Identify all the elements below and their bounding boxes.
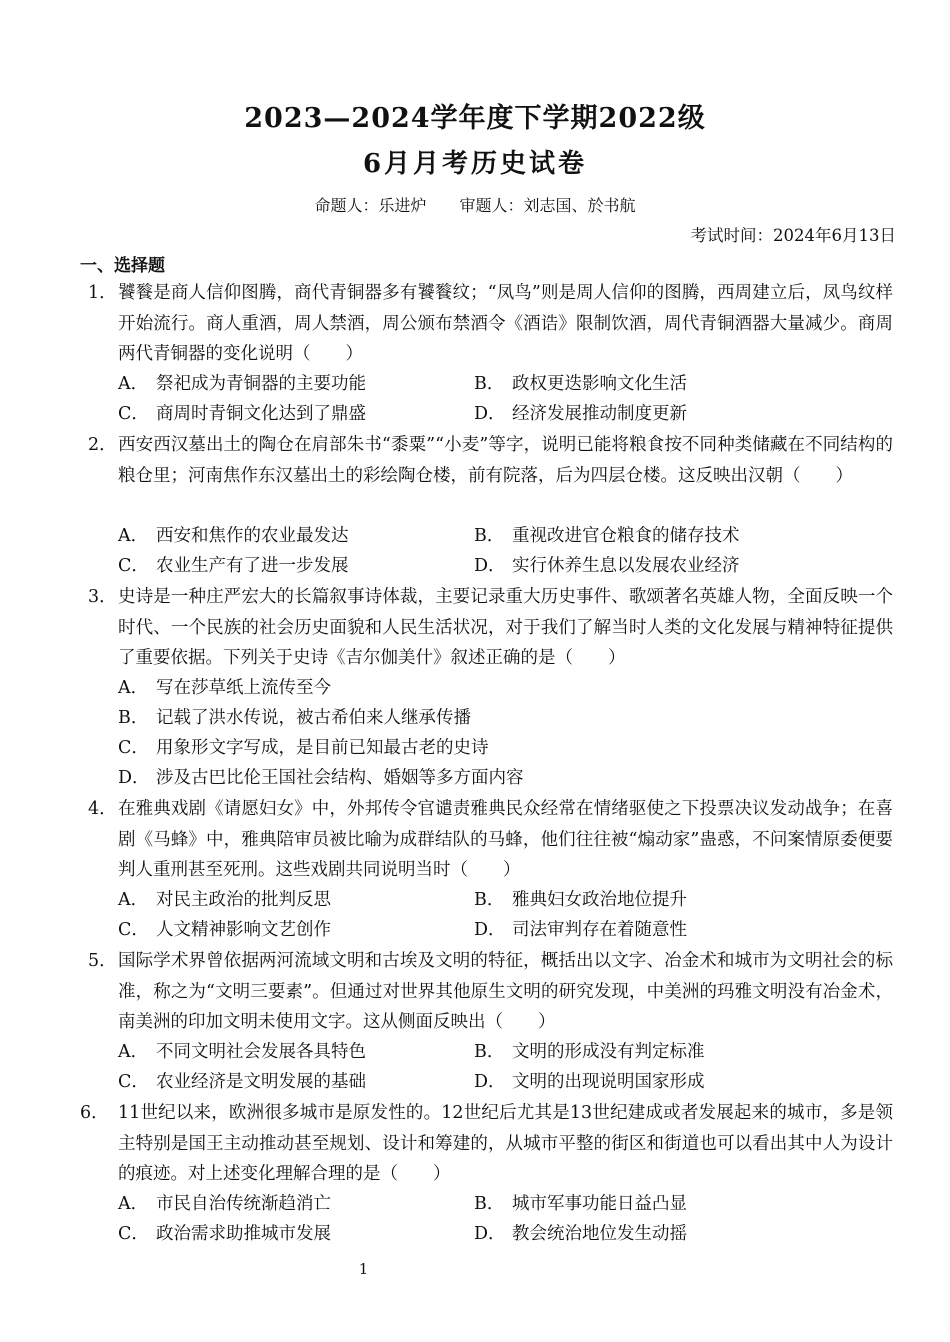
page-number: 1 bbox=[358, 1260, 369, 1278]
question-number: 3． bbox=[88, 587, 117, 607]
option-text: 商周时青铜文化达到了鼎盛 bbox=[156, 404, 366, 424]
option-label: A． bbox=[118, 890, 149, 910]
option-b bbox=[474, 521, 740, 552]
option-b bbox=[474, 885, 687, 916]
question-stem: 饕餮是商人信仰图腾，商代青铜器多有饕餮纹；“凤鸟”则是周人信仰的图腾，西周建立后，凤鸟纹样开始流行。商人重酒，周人禁酒，周公颁布禁酒令《酒诰》限制饮酒，周代青铜酒器大量减少。商周两代青铜器的变化说明（ ） bbox=[118, 283, 893, 364]
option-text: 人文精神影响文艺创作 bbox=[156, 920, 331, 940]
option-label: D． bbox=[474, 556, 506, 576]
question-stem: 史诗是一种庄严宏大的长篇叙事诗体裁，主要记录重大历史事件、歌颂著名英雄人物，全面反映一个时代、一个民族的社会历史面貌和人民生活状况，对于我们了解当时人类的文化发展与精神特征提供了重要依据。下列关于史诗《吉尔伽美什》叙述正确的是（ ） bbox=[118, 587, 893, 668]
question-number: 5． bbox=[88, 951, 117, 971]
option-label: C． bbox=[118, 738, 149, 758]
option-text: 实行休养生息以发展农业经济 bbox=[512, 556, 740, 576]
option-text: 文明的形成没有判定标准 bbox=[512, 1042, 705, 1062]
option-label: A． bbox=[118, 1194, 149, 1214]
option-d bbox=[474, 399, 687, 430]
option-a bbox=[118, 885, 331, 916]
question-number: 2． bbox=[88, 435, 117, 455]
option-d bbox=[118, 763, 524, 794]
option-text: 用象形文字写成，是目前已知最古老的史诗 bbox=[156, 738, 489, 758]
option-label: A． bbox=[118, 678, 149, 698]
option-text: 经济发展推动制度更新 bbox=[512, 404, 687, 424]
option-text: 西安和焦作的农业最发达 bbox=[156, 526, 349, 546]
option-text: 司法审判存在着随意性 bbox=[512, 920, 687, 940]
option-text: 文明的出现说明国家形成 bbox=[512, 1072, 705, 1092]
option-label: C． bbox=[118, 920, 149, 940]
setter: 命题人：乐进炉 bbox=[314, 196, 427, 215]
option-label: C． bbox=[118, 404, 149, 424]
question-number: 1． bbox=[88, 283, 117, 303]
option-c bbox=[118, 915, 331, 946]
option-label: D． bbox=[474, 920, 506, 940]
option-label: B． bbox=[118, 708, 149, 728]
option-c bbox=[118, 1219, 331, 1250]
option-text: 市民自治传统渐趋消亡 bbox=[156, 1194, 331, 1214]
option-label: D． bbox=[474, 1224, 506, 1244]
option-label: B． bbox=[474, 1194, 505, 1214]
option-text: 雅典妇女政治地位提升 bbox=[512, 890, 687, 910]
option-d bbox=[474, 1067, 705, 1098]
exam-subtitle: 6月月考历史试卷 bbox=[362, 149, 588, 179]
option-text: 政权更迭影响文化生活 bbox=[512, 374, 687, 394]
option-c bbox=[118, 399, 366, 430]
option-text: 农业生产有了进一步发展 bbox=[156, 556, 349, 576]
option-label: D． bbox=[474, 404, 506, 424]
option-a bbox=[118, 1189, 331, 1220]
question-stem: 11世纪以来，欧洲很多城市是原发性的。12世纪后尤其是13世纪建成或者发展起来的城市，多是领主特别是国王主动推动甚至规划、设计和筹建的，从城市平整的街区和街道也可以看出其中人为设计的痕迹。对上述变化理解合理的是（ ） bbox=[118, 1103, 893, 1184]
option-text: 重视改进官仓粮食的储存技术 bbox=[512, 526, 740, 546]
option-label: D． bbox=[474, 1072, 506, 1092]
option-label: A． bbox=[118, 526, 149, 546]
option-d bbox=[474, 551, 740, 582]
option-label: B． bbox=[474, 526, 505, 546]
option-label: C． bbox=[118, 1224, 149, 1244]
option-text: 不同文明社会发展各具特色 bbox=[156, 1042, 366, 1062]
option-text: 对民主政治的批判反思 bbox=[156, 890, 331, 910]
option-text: 农业经济是文明发展的基础 bbox=[156, 1072, 366, 1092]
option-a bbox=[118, 1037, 366, 1068]
option-text: 城市军事功能日益凸显 bbox=[512, 1194, 687, 1214]
option-b bbox=[118, 703, 471, 734]
option-label: B． bbox=[474, 1042, 505, 1062]
option-text: 祭祀成为青铜器的主要功能 bbox=[156, 374, 366, 394]
option-b bbox=[474, 1037, 705, 1068]
question-number: 4． bbox=[88, 799, 117, 819]
option-a bbox=[118, 673, 331, 704]
exam-title: 2023—2024学年度下学期2022级 bbox=[244, 103, 706, 134]
question-stem: 国际学术界曾依据两河流域文明和古埃及文明的特征，概括出以文字、冶金术和城市为文明社会的标准，称之为“文明三要素”。但通过对世界其他原生文明的研究发现，中美洲的玛雅文明没有冶金术，南美洲的印加文明未使用文字。这从侧面反映出（ ） bbox=[118, 951, 893, 1032]
option-c bbox=[118, 733, 489, 764]
question-number: 6． bbox=[80, 1103, 109, 1123]
option-c bbox=[118, 551, 349, 582]
option-b bbox=[474, 369, 687, 400]
option-label: D． bbox=[118, 768, 150, 788]
option-label: C． bbox=[118, 1072, 149, 1092]
question-stem: 在雅典戏剧《请愿妇女》中，外邦传令官谴责雅典民众经常在情绪驱使之下投票决议发动战争；在喜剧《马蜂》中，雅典陪审员被比喻为成群结队的马蜂，他们往往被“煽动家”蛊惑，不问案情原委便要判人重刑甚至死刑。这些戏剧共同说明当时（ ） bbox=[118, 799, 893, 880]
option-a bbox=[118, 369, 366, 400]
authors-line bbox=[0, 193, 950, 216]
option-d bbox=[474, 915, 687, 946]
option-b bbox=[474, 1189, 687, 1220]
question-stem: 西安西汉墓出土的陶仓在肩部朱书“黍粟”“小麦”等字，说明已能将粮食按不同种类储藏在不同结构的粮仓里；河南焦作东汉墓出土的彩绘陶仓楼，前有院落，后为四层仓楼。这反映出汉朝（ ） bbox=[118, 435, 893, 486]
option-text: 涉及古巴比伦王国社会结构、婚姻等多方面内容 bbox=[156, 768, 524, 788]
option-d bbox=[474, 1219, 687, 1250]
option-label: A． bbox=[118, 1042, 149, 1062]
option-c bbox=[118, 1067, 366, 1098]
option-label: A． bbox=[118, 374, 149, 394]
option-label: B． bbox=[474, 374, 505, 394]
section-title: 一、选择题 bbox=[80, 256, 165, 276]
option-text: 写在莎草纸上流传至今 bbox=[156, 678, 331, 698]
option-label: C． bbox=[118, 556, 149, 576]
option-text: 政治需求助推城市发展 bbox=[156, 1224, 331, 1244]
reviewer: 审题人：刘志国、於书航 bbox=[459, 196, 636, 215]
option-label: B． bbox=[474, 890, 505, 910]
option-text: 教会统治地位发生动摇 bbox=[512, 1224, 687, 1244]
option-text: 记载了洪水传说，被古希伯来人继承传播 bbox=[156, 708, 471, 728]
exam-time: 考试时间：2024年6月13日 bbox=[690, 226, 896, 245]
option-a bbox=[118, 521, 349, 552]
